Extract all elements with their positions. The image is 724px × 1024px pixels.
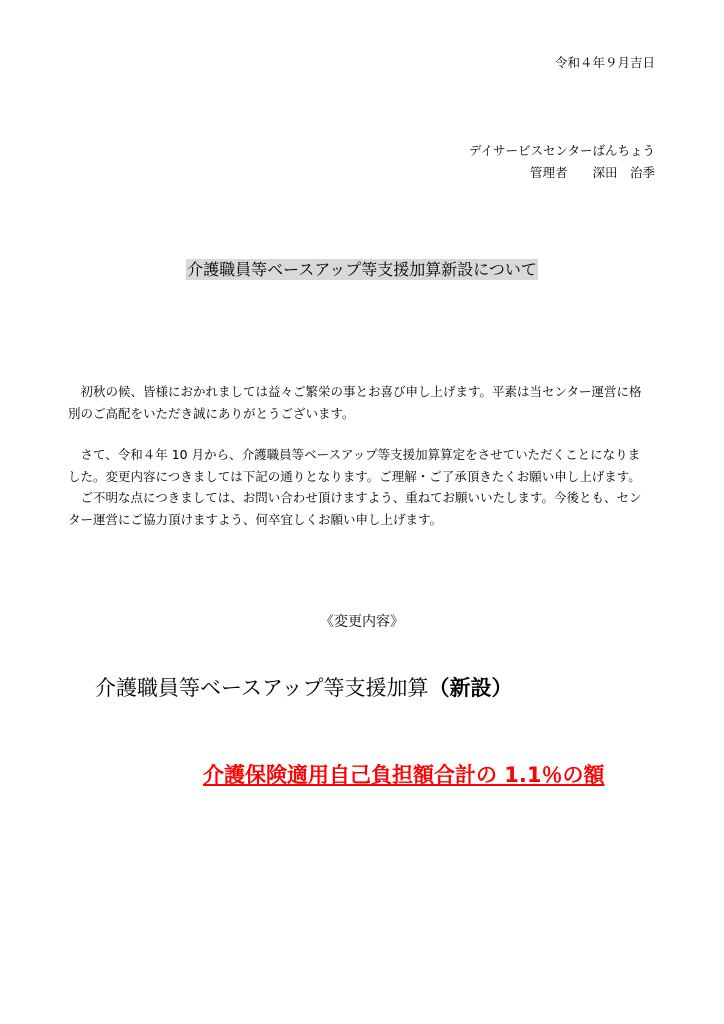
body-line: 別のご高配をいただき誠にありがとうございます。 — [68, 405, 355, 421]
changes-heading-container — [0, 612, 724, 632]
change-item-status: （新設） — [428, 676, 513, 700]
sender-organization: デイサービスセンターばんちょう — [468, 143, 655, 158]
issue-date: 令和４年９月吉日 — [554, 55, 655, 70]
amount-description: 介護保険適用自己負担額合計の 1.1％の額 — [203, 763, 605, 787]
body-line: ター運営にご協力頂けますよう、何卒宜しくお願い申し上げます。 — [68, 511, 443, 527]
body-line: ご不明な点につきましては、お問い合わせ頂けますよう、重ねてお願いいたします。今後とも、セン — [68, 490, 642, 505]
changes-heading: 《変更内容》 — [320, 614, 404, 630]
body-line: さて、令和４年 10 月から、介護職員等ベースアップ等支援加算算定をさせていただくことになりま — [68, 447, 641, 462]
title-container — [0, 259, 724, 280]
body-line: した。変更内容につきましては下記の通りとなります。ご理解・ご了承頂きたくお願い申し上げます。 — [68, 468, 641, 484]
body-line: 初秋の候、皆様におかれましては益々ご繁栄の事とお喜び申し上げます。平素は当センター運営に格 — [68, 384, 642, 399]
sender-manager: 管理者 深田 治季 — [529, 165, 655, 180]
change-item — [95, 675, 512, 701]
body-paragraph-notice — [68, 444, 658, 530]
change-item-name: 介護職員等ベースアップ等支援加算 — [95, 676, 429, 700]
body-paragraph-greeting — [68, 381, 658, 424]
document-title: 介護職員等ベースアップ等支援加算新設について — [187, 260, 537, 279]
